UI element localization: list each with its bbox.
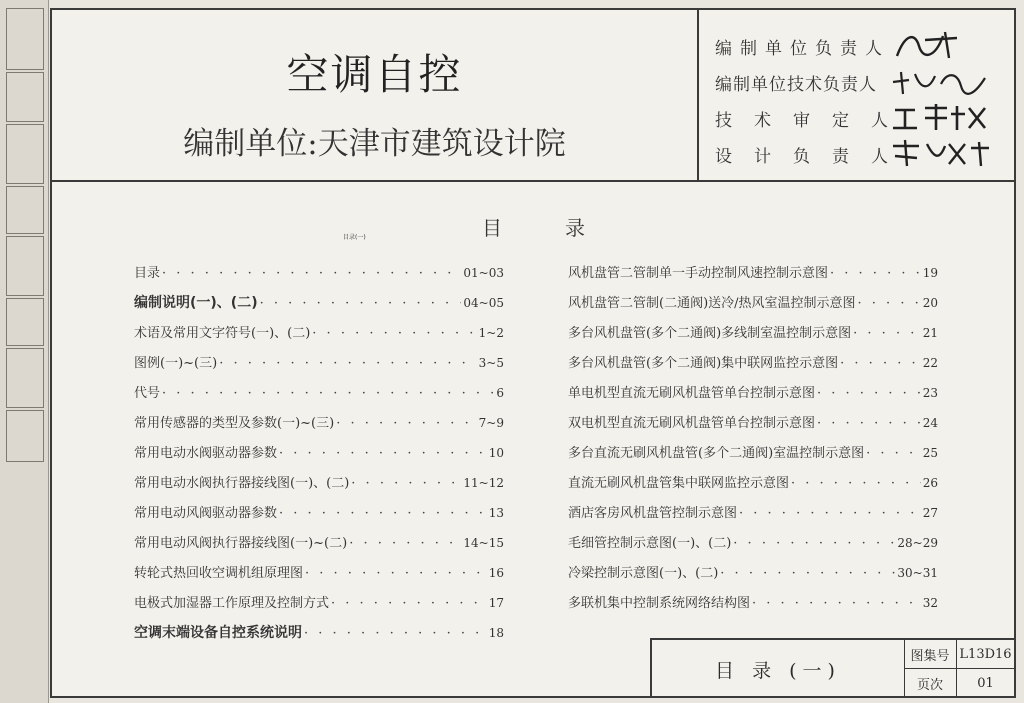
leader-dots bbox=[866, 446, 921, 461]
toc-entry-page: 19 bbox=[922, 266, 938, 280]
toc-entry-page: 21 bbox=[922, 326, 938, 340]
leader-dots bbox=[739, 506, 921, 521]
binding-cell bbox=[6, 124, 44, 184]
binding-cell bbox=[6, 8, 44, 70]
handwritten-signature bbox=[885, 28, 995, 62]
toc-entry-title: 电极式加湿器工作原理及控制方式 bbox=[134, 596, 330, 611]
signature-row bbox=[715, 28, 1005, 64]
title-block bbox=[52, 10, 699, 180]
signature-row bbox=[715, 136, 1005, 172]
leader-dots bbox=[349, 536, 461, 551]
leader-dots bbox=[331, 596, 487, 611]
organization-label: 编制单位:天津市建筑设计院 bbox=[183, 126, 566, 162]
toc-entry-title: 多台风机盘管(多个二通阀)多线制室温控制示意图 bbox=[568, 326, 852, 341]
toc-entry-title: 常用传感器的类型及参数(一)~(三) bbox=[134, 416, 335, 431]
binding-cell bbox=[6, 236, 44, 296]
toc-entry-title: 常用电动水阀驱动器参数 bbox=[134, 446, 278, 461]
page-number-value: 01 bbox=[977, 675, 994, 691]
handwritten-signature bbox=[885, 100, 995, 134]
page-title: 空调自控 bbox=[286, 50, 463, 99]
toc-entry bbox=[568, 532, 938, 562]
leader-dots bbox=[733, 536, 895, 551]
signature-row bbox=[715, 100, 1005, 136]
toc-entry-page: 24 bbox=[922, 416, 938, 430]
toc-entry bbox=[134, 622, 504, 652]
toc-entry bbox=[134, 292, 504, 322]
binding-strip bbox=[0, 0, 49, 703]
toc-entry bbox=[568, 352, 938, 382]
leader-dots bbox=[351, 476, 461, 491]
toc-entry-page: 28~29 bbox=[897, 536, 938, 550]
toc-entry-page: 13 bbox=[488, 506, 504, 520]
toc-heading-right: 录 bbox=[565, 216, 585, 240]
toc-entry bbox=[134, 472, 504, 502]
toc-entry-page: 30~31 bbox=[897, 566, 938, 580]
toc-entry-page: 22 bbox=[922, 356, 938, 370]
toc-entry bbox=[568, 592, 938, 622]
toc-entry bbox=[134, 412, 504, 442]
signature-role: 编制单位负责人 bbox=[715, 39, 890, 59]
toc-entry-title: 风机盘管二管制单一手动控制风速控制示意图 bbox=[568, 266, 829, 281]
toc-entry-title: 常用电动水阀执行器接线图(一)、(二) bbox=[134, 476, 350, 491]
toc-entry-page: 27 bbox=[922, 506, 938, 520]
drawing-sheet bbox=[50, 8, 1016, 698]
toc-entry bbox=[568, 292, 938, 322]
toc-entry-title: 术语及常用文字符号(一)、(二) bbox=[134, 326, 311, 341]
toc-entry bbox=[134, 352, 504, 382]
toc-entry-title: 直流无刷风机盘管集中联网监控示意图 bbox=[568, 476, 790, 491]
leader-dots bbox=[304, 626, 487, 641]
leader-dots bbox=[752, 596, 921, 611]
binding-cell bbox=[6, 72, 44, 122]
toc-entry-title: 编制说明(一)、(二) bbox=[134, 295, 258, 311]
leader-dots bbox=[162, 266, 461, 281]
toc-entry-page: 14~15 bbox=[463, 536, 504, 550]
toc-entry-page: 32 bbox=[922, 596, 938, 610]
binding-cell bbox=[6, 186, 44, 234]
toc-entry-page: 25 bbox=[922, 446, 938, 460]
toc-entry-title: 冷梁控制示意图(一)、(二) bbox=[568, 566, 719, 581]
toc-entry-title: 多台直流无刷风机盘管(多个二通阀)室温控制示意图 bbox=[568, 446, 865, 461]
toc-entry-title: 空调末端设备自控系统说明 bbox=[134, 625, 302, 641]
leader-dots bbox=[853, 326, 921, 341]
leader-dots bbox=[219, 356, 476, 371]
toc-entry bbox=[568, 412, 938, 442]
handwritten-signature bbox=[885, 136, 995, 170]
toc-entry-page: 01~03 bbox=[463, 266, 504, 280]
small-stamp: 目录(一) bbox=[343, 234, 366, 241]
leader-dots bbox=[336, 416, 476, 431]
toc-entry-page: 1~2 bbox=[478, 326, 504, 340]
leader-dots bbox=[858, 296, 921, 311]
toc-right-column bbox=[568, 262, 938, 622]
toc-entry-title: 酒店客房风机盘管控制示意图 bbox=[568, 506, 738, 521]
atlas-number-label: 图集号 bbox=[904, 640, 957, 669]
toc-entry bbox=[568, 322, 938, 352]
toc-entry bbox=[134, 592, 504, 622]
toc-entry-title: 多台风机盘管(多个二通阀)集中联网监控示意图 bbox=[568, 356, 839, 371]
toc-entry-page: 3~5 bbox=[478, 356, 504, 370]
leader-dots bbox=[162, 386, 494, 401]
toc-entry-page: 18 bbox=[488, 626, 504, 640]
leader-dots bbox=[260, 296, 462, 311]
toc-entry-title: 代号 bbox=[134, 386, 161, 401]
toc-entry bbox=[134, 532, 504, 562]
signature-row bbox=[715, 64, 1005, 100]
toc-entry-title: 常用电动风阀执行器接线图(一)~(二) bbox=[134, 536, 348, 551]
toc-entry bbox=[134, 502, 504, 532]
toc-entry-page: 16 bbox=[488, 566, 504, 580]
leader-dots bbox=[791, 476, 921, 491]
toc-entry bbox=[568, 472, 938, 502]
toc-entry-page: 04~05 bbox=[463, 296, 504, 310]
signature-role: 设计负责人 bbox=[715, 147, 910, 167]
toc-entry bbox=[568, 262, 938, 292]
toc-entry-title: 转轮式热回收空调机组原理图 bbox=[134, 566, 304, 581]
toc-left-column bbox=[134, 262, 504, 652]
toc-entry-page: 20 bbox=[922, 296, 938, 310]
toc-entry-page: 17 bbox=[488, 596, 504, 610]
toc-entry bbox=[568, 502, 938, 532]
toc-entry bbox=[134, 442, 504, 472]
binding-cell bbox=[6, 298, 44, 346]
binding-cell bbox=[6, 348, 44, 408]
drawing-title-bar bbox=[650, 638, 1016, 698]
binding-cell bbox=[6, 410, 44, 462]
toc-entry-title: 目录 bbox=[134, 266, 161, 281]
toc-entry-page: 26 bbox=[922, 476, 938, 490]
toc-entry-title: 图例(一)~(三) bbox=[134, 356, 218, 371]
leader-dots bbox=[279, 506, 487, 521]
leader-dots bbox=[840, 356, 921, 371]
toc-entry-page: 10 bbox=[488, 446, 504, 460]
leader-dots bbox=[817, 386, 921, 401]
toc-heading-left: 目 bbox=[482, 216, 502, 240]
drawing-name: 目 录 (一) bbox=[652, 640, 905, 698]
leader-dots bbox=[305, 566, 487, 581]
toc-entry bbox=[568, 382, 938, 412]
leader-dots bbox=[279, 446, 487, 461]
signature-role: 技术审定人 bbox=[715, 111, 910, 131]
page-number-label: 页次 bbox=[904, 669, 957, 697]
toc-entry-page: 7~9 bbox=[478, 416, 504, 430]
signature-role: 编制单位技术负责人 bbox=[715, 75, 877, 95]
toc-entry bbox=[134, 322, 504, 352]
toc-entry bbox=[568, 562, 938, 592]
leader-dots bbox=[830, 266, 921, 281]
signature-block bbox=[699, 10, 1014, 180]
leader-dots bbox=[817, 416, 921, 431]
toc-entry-title: 毛细管控制示意图(一)、(二) bbox=[568, 536, 732, 551]
toc-entry-title: 多联机集中控制系统网络结构图 bbox=[568, 596, 751, 611]
sheet-header bbox=[52, 10, 1014, 182]
toc-entry bbox=[134, 262, 504, 292]
toc-entry-page: 11~12 bbox=[463, 476, 504, 490]
leader-dots bbox=[720, 566, 895, 581]
toc-entry-page: 6 bbox=[496, 386, 504, 400]
toc-entry-page: 23 bbox=[922, 386, 938, 400]
leader-dots bbox=[312, 326, 476, 341]
toc-entry bbox=[568, 442, 938, 472]
toc-entry-title: 单电机型直流无刷风机盘管单台控制示意图 bbox=[568, 386, 816, 401]
toc-entry-title: 双电机型直流无刷风机盘管单台控制示意图 bbox=[568, 416, 816, 431]
atlas-number-value: L13D16 bbox=[957, 640, 1014, 669]
toc-entry-title: 常用电动风阀驱动器参数 bbox=[134, 506, 278, 521]
toc-entry bbox=[134, 562, 504, 592]
handwritten-signature bbox=[885, 64, 995, 98]
toc-entry bbox=[134, 382, 504, 412]
toc-entry-title: 风机盘管二管制(二通阀)送冷/热风室温控制示意图 bbox=[568, 296, 856, 311]
